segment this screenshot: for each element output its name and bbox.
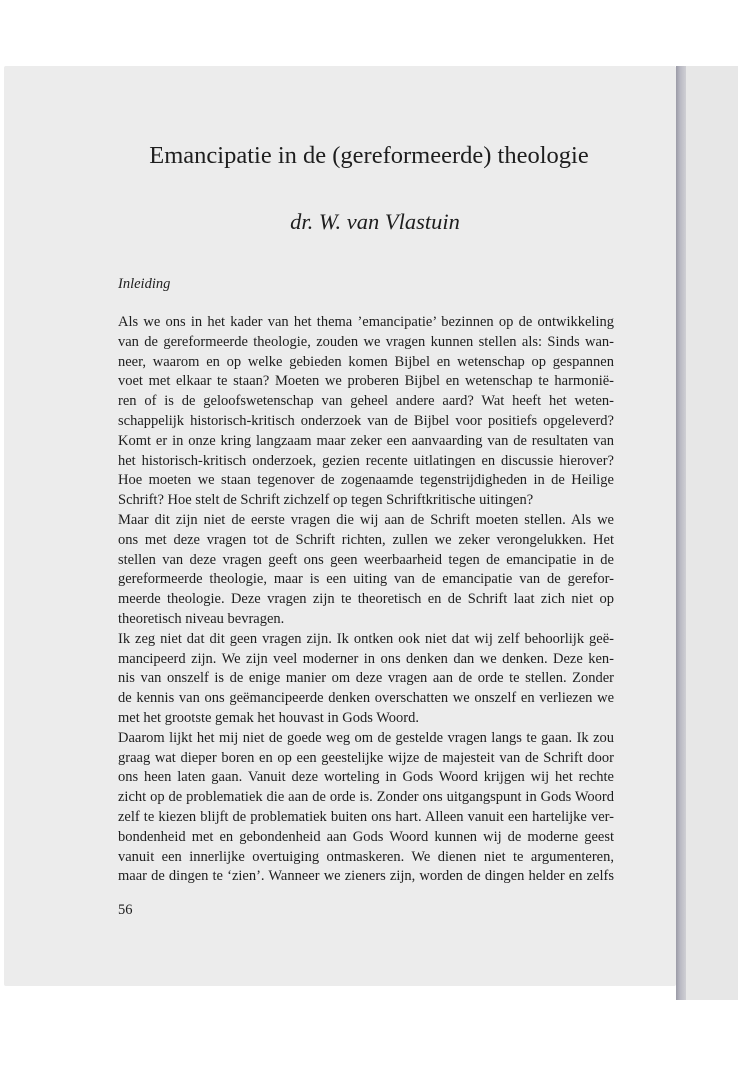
text-line: nis van onszelf is de enige manier om deze vragen aan de orde te stellen. Zonder	[118, 670, 614, 687]
article-title: Emancipatie in de (gereformeerde) theologie	[149, 142, 589, 169]
text-line: mancipeerd zijn. We zijn veel moderner in ons denken dan we denken. Deze ken-	[118, 650, 614, 667]
text-line: Daarom lijkt het mij niet de goede weg om de gestelde vragen langs te gaan. Ik zou	[118, 729, 614, 746]
text-line: Schrift? Hoe stelt de Schrift zichzelf op tegen Schriftkritische uitingen?	[118, 492, 534, 509]
text-line: zelf te kiezen blijft de problematiek buiten ons hart. Alleen vanuit een hartelijke ver-	[118, 808, 614, 825]
text-line: met het grootste gemak het houvast in Gods Woord.	[118, 709, 420, 726]
text-line: ren of is de geloofswetenschap van geheel andere aard? Wat heeft het weten-	[118, 393, 614, 410]
section-heading: Inleiding	[118, 276, 171, 292]
text-line: gereformeerde theologie, maar is een uiting van de emancipatie van de gerefor-	[118, 571, 614, 588]
page-fore-edge	[686, 66, 738, 1000]
text-line: meerde theologie. Deze vragen zijn te theoretisch en de Schrift laat zich niet op	[118, 591, 614, 608]
text-line: Ik zeg niet dat dit geen vragen zijn. Ik ontken ook niet dat wij zelf behoorlijk geë-	[118, 630, 614, 647]
article-author: dr. W. van Vlastuin	[290, 209, 460, 234]
text-line: bondenheid met en gebondenheid aan Gods Woord kunnen wij de moderne geest	[118, 828, 614, 845]
text-line: het historisch-kritisch onderzoek, gezien recente uitlatingen en discussie hierover?	[118, 452, 614, 469]
paragraph	[118, 313, 614, 511]
text-line: stellen van deze vragen geeft ons geen weerbaarheid tegen de emancipatie in de	[118, 551, 614, 568]
paragraph	[118, 630, 614, 729]
text-line: ons heen laten gaan. Vanuit deze worteling in Gods Woord krijgen wij het rechte	[118, 769, 614, 786]
text-line: vanuit een innerlijke overtuiging ontmaskeren. We dienen niet te argumenteren,	[118, 848, 614, 865]
text-line: Hoe moeten we staan tegenover de zogenaamde tegenstrijdigheden in de Heilige	[118, 472, 614, 489]
text-line: van de gereformeerde theologie, zouden we vragen kunnen stellen als: Sinds wan-	[118, 333, 614, 350]
text-line: ons met deze vragen tot de Schrift richten, zullen we zeker verongelukken. Het	[118, 531, 614, 548]
text-line: schappelijk historisch-kritisch onderzoek van de Bijbel voor positiefs opgeleverd?	[118, 412, 614, 429]
page-binding-shadow	[676, 66, 686, 1000]
text-line: maar de dingen te ‘zien’. Wanneer we zieners zijn, worden de dingen helder en zelfs	[118, 868, 614, 885]
text-line: theoretisch niveau bevragen.	[118, 610, 285, 627]
body-text	[118, 313, 614, 887]
text-line: zicht op de problematiek die aan de orde is. Zonder ons uitgangspunt in Gods Woord	[118, 789, 614, 806]
text-line: Maar dit zijn niet de eerste vragen die wij aan de Schrift moeten stellen. Als we	[118, 511, 614, 528]
text-line: Komt er in onze kring langzaam maar zeker een aanvaarding van de resultaten van	[118, 432, 614, 449]
page-number: 56	[118, 902, 133, 918]
text-line: de kennis van ons geëmancipeerde denken overschatten we onszelf en verliezen we	[118, 690, 614, 707]
text-line: Als we ons in het kader van het thema ’emancipatie’ bezinnen op de ontwikkeling	[118, 314, 614, 330]
text-line: voet met elkaar te staan? Moeten we proberen Bijbel en wetenschap te harmonië-	[118, 373, 614, 390]
text-line: neer, waarom en op welke gebieden komen Bijbel en wetenschap op gespannen	[118, 353, 614, 370]
text-line: graag wat dieper boren en op een geestelijke wijze de majesteit van de Schrift door	[118, 749, 614, 766]
paragraph	[118, 511, 614, 630]
paragraph	[118, 729, 614, 887]
